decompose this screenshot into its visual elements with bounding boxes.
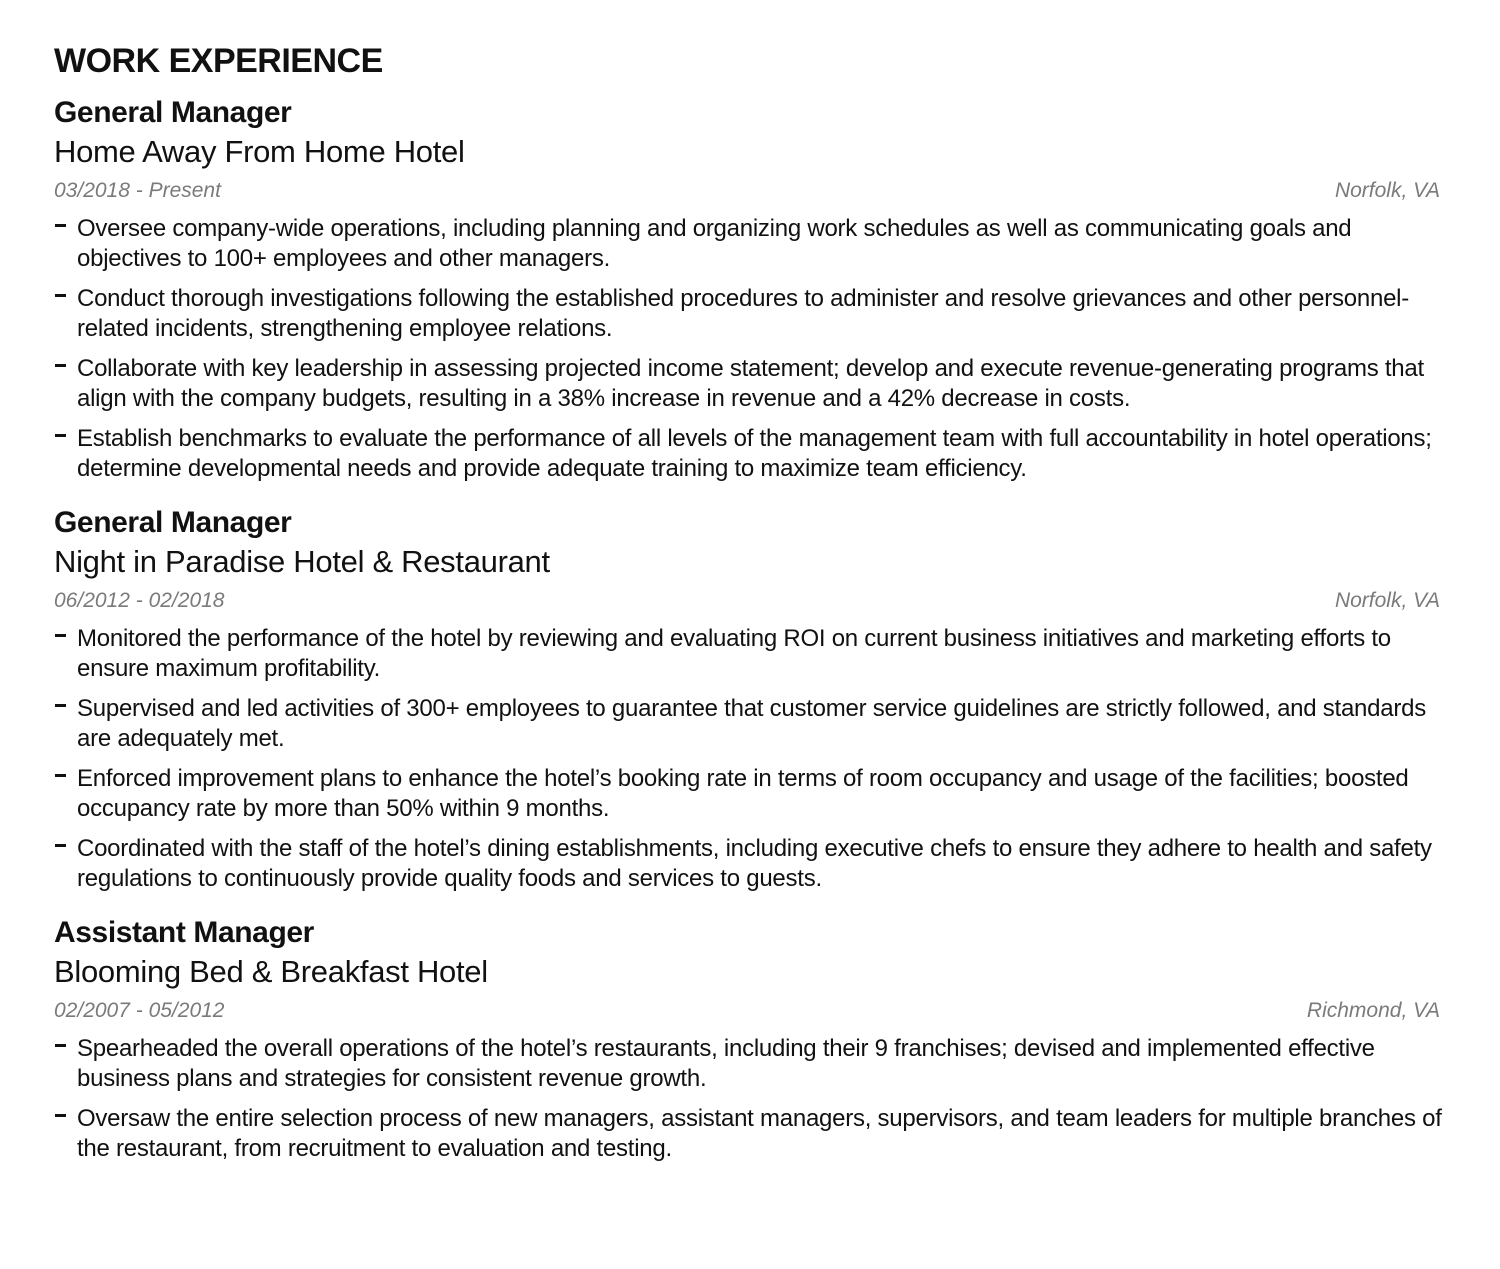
bullet-item [54, 694, 1454, 754]
bullet-text: Supervised and led activities of 300+ employees to guarantee that customer service guidelines are strictly followed, and standards are adequately met. [77, 695, 1426, 752]
bullet-text: Monitored the performance of the hotel by reviewing and evaluating ROI on current business initiatives and marketing efforts to ensure maximum profitability. [77, 625, 1391, 682]
dash-bullet-icon [55, 224, 66, 227]
job-location: Norfolk, VA [1334, 589, 1440, 612]
company-name: Home Away From Home Hotel [54, 134, 465, 169]
job-dates: 06/2012 - 02/2018 [54, 589, 225, 612]
job-location: Norfolk, VA [1334, 179, 1440, 202]
dash-bullet-icon [55, 294, 66, 297]
bullet-text: Conduct thorough investigations following the established procedures to administer and resolve grievances and other personnel-related incidents, strengthening employee relations. [77, 285, 1409, 342]
dash-bullet-icon [55, 704, 66, 707]
job-title: Assistant Manager [54, 916, 314, 949]
dash-bullet-icon [55, 364, 66, 367]
bullet-item [54, 1104, 1454, 1164]
bullet-item [54, 764, 1454, 824]
bullet-text: Oversee company-wide operations, including planning and organizing work schedules as well as communicating goals and objectives to 100+ employees and other managers. [77, 215, 1352, 272]
dash-bullet-icon [55, 844, 66, 847]
dash-bullet-icon [55, 1044, 66, 1047]
bullet-item [54, 624, 1454, 684]
bullet-item [54, 354, 1454, 414]
job-dates: 02/2007 - 05/2012 [54, 999, 225, 1022]
bullet-text: Spearheaded the overall operations of the hotel’s restaurants, including their 9 franchises; devised and implemented effective business plans and strategies for consistent revenue growth. [77, 1035, 1375, 1092]
bullet-item [54, 1034, 1454, 1094]
dash-bullet-icon [55, 434, 66, 437]
bullet-text: Collaborate with key leadership in assessing projected income statement; develop and execute revenue-generating programs that align with the company budgets, resulting in a 38% increase in revenue and a 42% decrease in costs. [77, 355, 1424, 412]
job-title: General Manager [54, 506, 292, 539]
company-name: Blooming Bed & Breakfast Hotel [54, 954, 488, 989]
job-meta [54, 586, 1440, 616]
dash-bullet-icon [55, 774, 66, 777]
bullet-item [54, 834, 1454, 894]
bullet-text: Oversaw the entire selection process of new managers, assistant managers, supervisors, and team leaders for multiple branches of the restaurant, from recruitment to evaluation and testing. [77, 1105, 1442, 1162]
job-location: Richmond, VA [1306, 999, 1440, 1022]
job-entry [54, 914, 1446, 1164]
company-name: Night in Paradise Hotel & Restaurant [54, 544, 550, 579]
job-bullets [54, 624, 1454, 894]
bullet-text: Enforced improvement plans to enhance the hotel’s booking rate in terms of room occupancy and usage of the facilities; boosted occupancy rate by more than 50% within 9 months. [77, 765, 1409, 822]
job-bullets [54, 214, 1454, 484]
dash-bullet-icon [55, 1114, 66, 1117]
job-meta [54, 176, 1440, 206]
job-entry [54, 94, 1446, 484]
bullet-text: Coordinated with the staff of the hotel’s dining establishments, including executive chefs to ensure they adhere to health and safety regulations to continuously provide quality foods and services to guests. [77, 835, 1432, 892]
bullet-item [54, 214, 1454, 274]
job-bullets [54, 1034, 1454, 1164]
bullet-text: Establish benchmarks to evaluate the performance of all levels of the management team with full accountability in hotel operations; determine developmental needs and provide adequate training to maximize team efficiency. [77, 425, 1432, 482]
job-meta [54, 996, 1440, 1026]
dash-bullet-icon [55, 634, 66, 637]
job-title: General Manager [54, 96, 292, 129]
job-entry [54, 504, 1446, 894]
section-title: WORK EXPERIENCE [54, 42, 383, 80]
bullet-item [54, 284, 1454, 344]
bullet-item [54, 424, 1454, 484]
job-dates: 03/2018 - Present [54, 179, 221, 202]
